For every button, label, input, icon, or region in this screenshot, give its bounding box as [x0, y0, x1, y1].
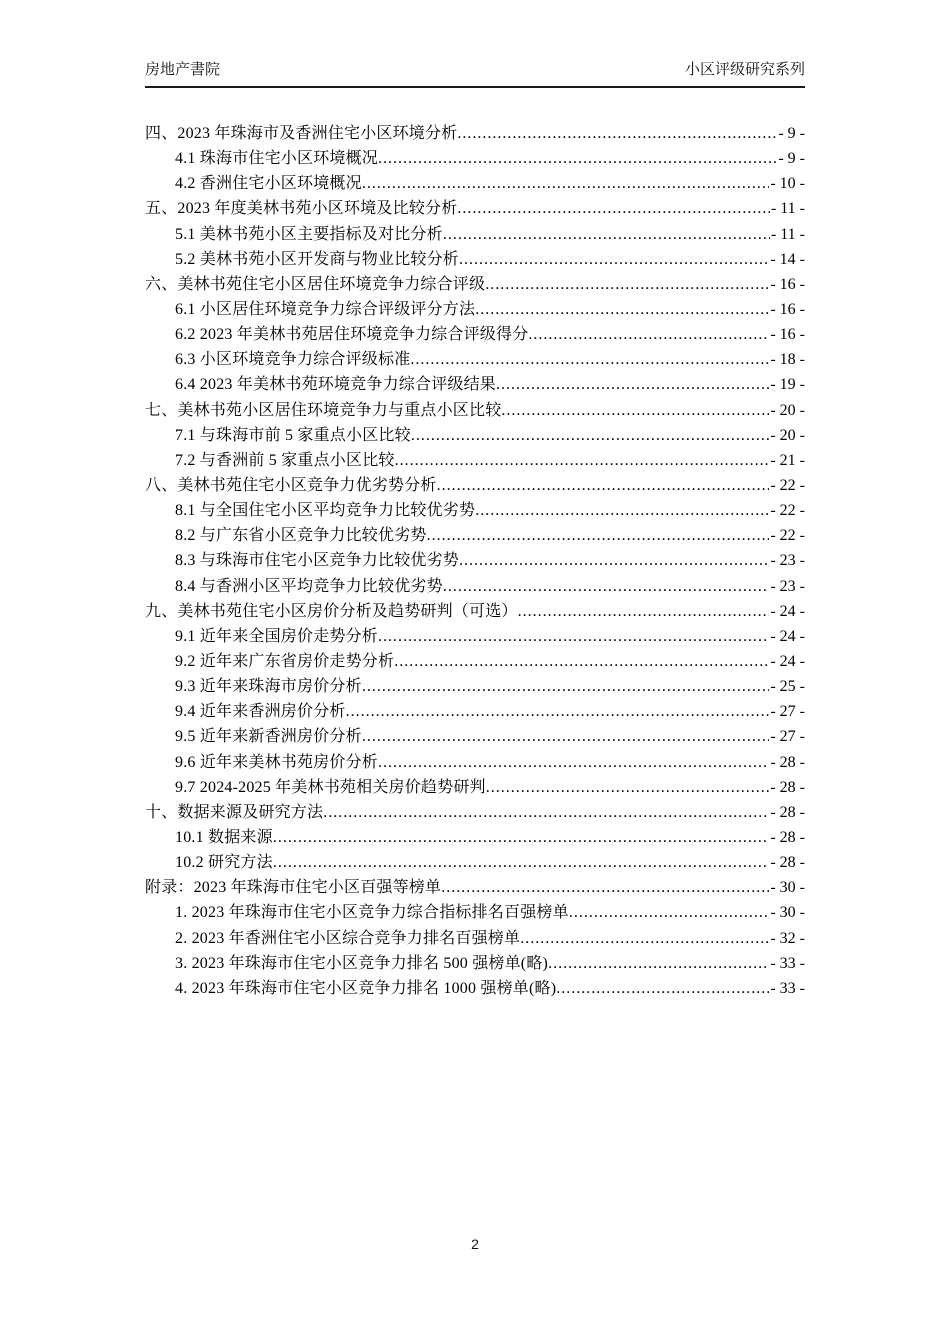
toc-entry-title: 5.2 美林书苑小区开发商与物业比较分析	[175, 250, 460, 268]
toc-entry-page: - 23 -	[770, 552, 805, 570]
page-number: 2	[471, 1236, 479, 1252]
toc-entry-page: - 14 -	[770, 250, 805, 268]
toc-leader-dots	[475, 498, 769, 523]
toc-entry[interactable]	[145, 624, 805, 649]
toc-entry-page: - 27 -	[770, 728, 805, 746]
toc-entry-page: - 28 -	[770, 803, 805, 821]
toc-entry-title: 10.2 研究方法	[175, 854, 273, 872]
toc-entry-page: - 23 -	[770, 577, 805, 595]
toc-entry-page: - 28 -	[770, 854, 805, 872]
toc-entry[interactable]	[145, 850, 805, 875]
header-right-text: 小区评级研究系列	[684, 61, 805, 78]
toc-entry[interactable]	[145, 599, 805, 624]
toc-entry-page: - 9 -	[778, 150, 805, 168]
toc-entry-page: - 20 -	[770, 426, 805, 444]
toc-leader-dots	[475, 297, 769, 322]
toc-entry[interactable]	[145, 523, 805, 548]
toc-leader-dots	[378, 750, 769, 775]
toc-entry[interactable]	[145, 775, 805, 800]
toc-entry-title: 9.6 近年来美林书苑房价分析	[175, 753, 379, 771]
toc-entry[interactable]	[145, 649, 805, 674]
toc-entry[interactable]	[145, 347, 805, 372]
toc-leader-dots	[378, 146, 777, 171]
toc-entry-page: - 27 -	[770, 703, 805, 721]
toc-leader-dots	[362, 171, 770, 196]
toc-leader-dots	[378, 624, 769, 649]
toc-entry[interactable]	[145, 146, 805, 171]
toc-entry[interactable]	[145, 548, 805, 573]
toc-entry-page: - 30 -	[770, 904, 805, 922]
toc-entry-title: 6.4 2023 年美林书苑环境竞争力综合评级结果	[175, 376, 497, 394]
toc-entry[interactable]	[145, 196, 805, 221]
toc-entry-page: - 24 -	[770, 602, 805, 620]
toc-leader-dots	[459, 247, 769, 272]
toc-leader-dots	[362, 674, 770, 699]
toc-entry[interactable]	[145, 800, 805, 825]
toc-entry-title: 1. 2023 年珠海市住宅小区竞争力综合指标排名百强榜单	[175, 904, 569, 922]
page-header	[145, 60, 805, 80]
toc-entry-page: - 10 -	[770, 175, 805, 193]
toc-entry-title: 九、美林书苑住宅小区房价分析及趋势研判（可选）	[145, 602, 518, 620]
toc-entry[interactable]	[145, 448, 805, 473]
toc-entry[interactable]	[145, 976, 805, 1001]
toc-entry[interactable]	[145, 272, 805, 297]
toc-entry-page: - 21 -	[770, 451, 805, 469]
toc-entry-title: 7.2 与香洲前 5 家重点小区比较	[175, 451, 395, 469]
toc-entry-page: - 22 -	[770, 476, 805, 494]
toc-leader-dots	[443, 222, 770, 247]
toc-leader-dots	[273, 825, 770, 850]
toc-entry-title: 附录：2023 年珠海市住宅小区百强等榜单	[145, 879, 442, 897]
toc-entry-page: - 25 -	[770, 678, 805, 696]
toc-leader-dots	[394, 649, 769, 674]
toc-entry-page: - 19 -	[770, 376, 805, 394]
toc-leader-dots	[457, 196, 770, 221]
toc-entry-title: 9.7 2024-2025 年美林书苑相关房价趋势研判	[175, 778, 486, 796]
toc-entry-title: 6.3 小区环境竞争力综合评级标准	[175, 351, 411, 369]
toc-entry-page: - 28 -	[770, 778, 805, 796]
toc-entry[interactable]	[145, 171, 805, 196]
toc-entry-title: 六、美林书苑住宅小区居住环境竞争力综合评级	[145, 275, 486, 293]
toc-leader-dots	[362, 724, 770, 749]
toc-entry[interactable]	[145, 750, 805, 775]
toc-entry-page: - 24 -	[770, 627, 805, 645]
toc-entry-page: - 28 -	[770, 753, 805, 771]
toc-entry-title: 5.1 美林书苑小区主要指标及对比分析	[175, 225, 443, 243]
toc-leader-dots	[411, 423, 770, 448]
toc-entry-page: - 33 -	[770, 979, 805, 997]
toc-entry[interactable]	[145, 926, 805, 951]
header-left-text: 房地产書院	[145, 61, 221, 78]
toc-entry-title: 8.3 与珠海市住宅小区竞争力比较优劣势	[175, 552, 460, 570]
toc-entry-page: - 20 -	[770, 401, 805, 419]
table-of-contents	[145, 121, 805, 1001]
toc-entry-title: 4. 2023 年珠海市住宅小区竞争力排名 1000 强榜单(略)	[175, 979, 557, 997]
toc-entry-page: - 16 -	[770, 275, 805, 293]
toc-leader-dots	[520, 926, 769, 951]
toc-entry-page: - 32 -	[770, 929, 805, 947]
toc-leader-dots	[323, 800, 769, 825]
toc-entry-title: 10.1 数据来源	[175, 828, 273, 846]
toc-entry[interactable]	[145, 297, 805, 322]
toc-entry[interactable]	[145, 372, 805, 397]
toc-entry-title: 7.1 与珠海市前 5 家重点小区比较	[175, 426, 411, 444]
toc-entry-page: - 28 -	[770, 828, 805, 846]
toc-entry-title: 9.2 近年来广东省房价走势分析	[175, 652, 395, 670]
toc-leader-dots	[518, 599, 770, 624]
toc-entry-title: 五、2023 年度美林书苑小区环境及比较分析	[145, 200, 458, 218]
toc-entry-title: 3. 2023 年珠海市住宅小区竞争力排名 500 强榜单(略)	[175, 954, 549, 972]
toc-entry[interactable]	[145, 121, 805, 146]
toc-leader-dots	[346, 699, 770, 724]
toc-entry-title: 四、2023 年珠海市及香洲住宅小区环境分析	[145, 125, 458, 142]
toc-entry[interactable]	[145, 724, 805, 749]
toc-entry-page: - 22 -	[770, 502, 805, 520]
toc-entry-page: - 9 -	[778, 125, 805, 142]
toc-entry-page: - 18 -	[770, 351, 805, 369]
toc-entry-title: 八、美林书苑住宅小区竞争力优劣势分析	[145, 476, 437, 494]
toc-leader-dots	[496, 372, 769, 397]
toc-entry-page: - 30 -	[770, 879, 805, 897]
toc-entry-title: 8.4 与香洲小区平均竞争力比较优劣势	[175, 577, 443, 595]
toc-entry[interactable]	[145, 423, 805, 448]
toc-entry-title: 4.2 香洲住宅小区环境概况	[175, 175, 362, 193]
toc-entry-page: - 16 -	[770, 300, 805, 318]
toc-leader-dots	[441, 875, 769, 900]
toc-entry[interactable]	[145, 222, 805, 247]
toc-entry-title: 8.1 与全国住宅小区平均竞争力比较优劣势	[175, 502, 476, 520]
toc-entry-title: 9.5 近年来新香洲房价分析	[175, 728, 362, 746]
toc-entry[interactable]	[145, 674, 805, 699]
toc-entry-page: - 16 -	[770, 326, 805, 344]
toc-entry-page: - 11 -	[770, 225, 805, 243]
toc-leader-dots	[569, 900, 770, 925]
toc-entry[interactable]	[145, 699, 805, 724]
toc-entry[interactable]	[145, 473, 805, 498]
toc-entry[interactable]	[145, 498, 805, 523]
toc-entry-title: 6.1 小区居住环境竞争力综合评级评分方法	[175, 300, 476, 318]
toc-entry-title: 十、数据来源及研究方法	[145, 803, 324, 821]
toc-leader-dots	[273, 850, 770, 875]
toc-leader-dots	[410, 347, 769, 372]
toc-entry[interactable]	[145, 574, 805, 599]
toc-entry-title: 9.1 近年来全国房价走势分析	[175, 627, 379, 645]
toc-entry[interactable]	[145, 900, 805, 925]
toc-leader-dots	[548, 951, 769, 976]
toc-entry-page: - 11 -	[770, 200, 805, 218]
toc-leader-dots	[427, 523, 770, 548]
toc-entry-title: 6.2 2023 年美林书苑居住环境竞争力综合评级得分	[175, 326, 529, 344]
toc-entry-title: 2. 2023 年香洲住宅小区综合竞争力排名百强榜单	[175, 929, 521, 947]
toc-entry[interactable]	[145, 398, 805, 423]
toc-entry-title: 8.2 与广东省小区竞争力比较优劣势	[175, 527, 427, 545]
toc-leader-dots	[395, 448, 770, 473]
toc-leader-dots	[501, 398, 769, 423]
toc-entry-title: 9.4 近年来香洲房价分析	[175, 703, 346, 721]
toc-entry-page: - 22 -	[770, 527, 805, 545]
toc-leader-dots	[556, 976, 769, 1001]
toc-leader-dots	[437, 473, 770, 498]
toc-leader-dots	[443, 574, 770, 599]
toc-entry[interactable]	[145, 322, 805, 347]
header-rule	[145, 86, 805, 88]
toc-entry[interactable]	[145, 247, 805, 272]
toc-leader-dots	[457, 121, 777, 146]
toc-entry[interactable]	[145, 951, 805, 976]
toc-entry[interactable]	[145, 875, 805, 900]
toc-leader-dots	[459, 548, 769, 573]
toc-entry-title: 9.3 近年来珠海市房价分析	[175, 678, 362, 696]
toc-entry-page: - 24 -	[770, 652, 805, 670]
toc-entry-page: - 33 -	[770, 954, 805, 972]
toc-entry-title: 七、美林书苑小区居住环境竞争力与重点小区比较	[145, 401, 502, 419]
page-footer	[0, 1236, 950, 1252]
toc-entry-title: 4.1 珠海市住宅小区环境概况	[175, 150, 379, 168]
toc-leader-dots	[485, 272, 769, 297]
toc-leader-dots	[528, 322, 769, 347]
toc-entry[interactable]	[145, 825, 805, 850]
toc-leader-dots	[486, 775, 770, 800]
